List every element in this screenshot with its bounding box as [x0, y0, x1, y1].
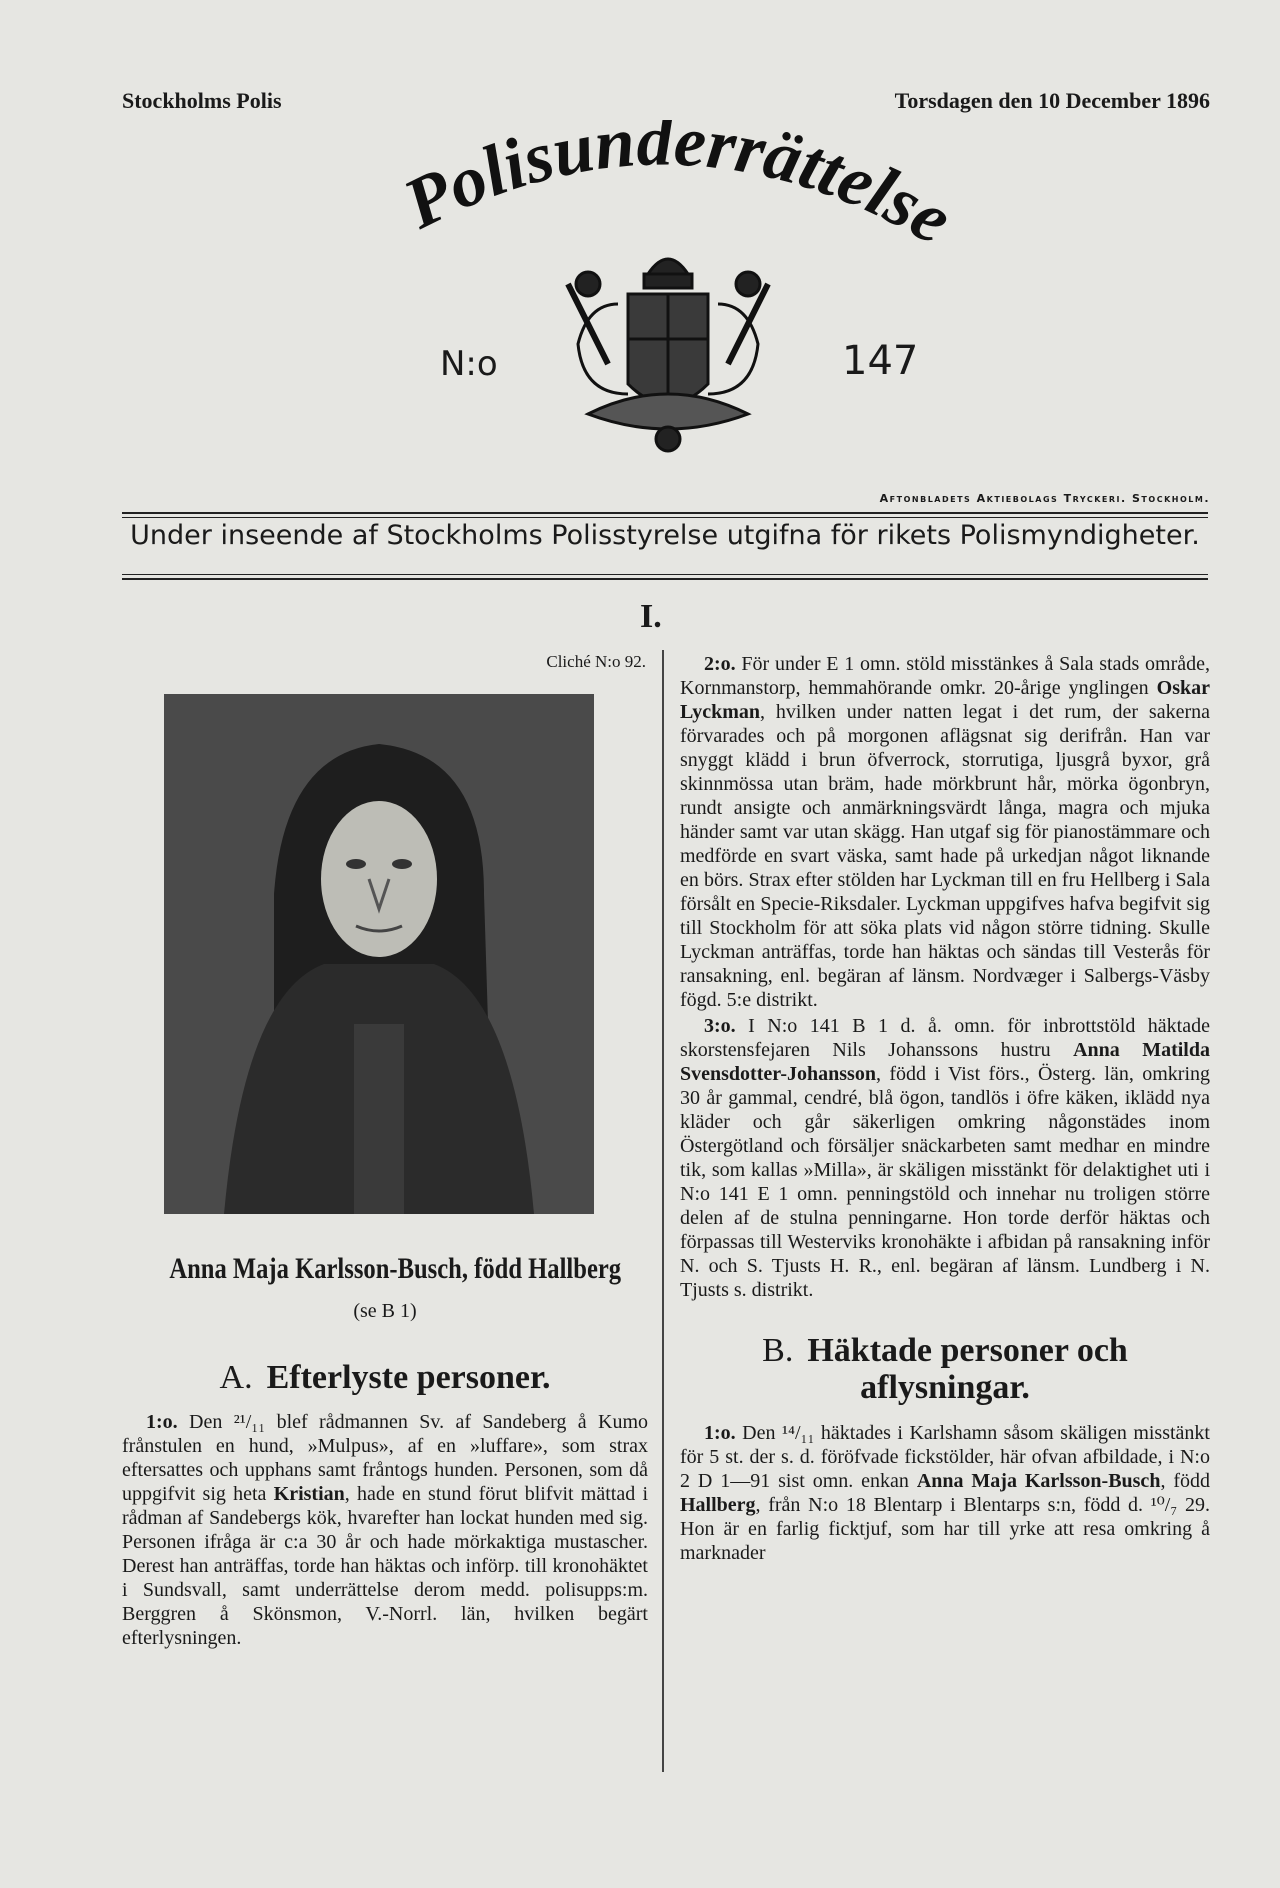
svg-text:Polisunderrättelser: [400, 120, 960, 260]
notice-text: , hvilken under natten legat i det rum, der sakerna förvarades och på morgonen aflägsnat sig derifrån. Han var snyggt klädd i brun öfverrock, storrutiga, ljusgrå byxor, grå skinnmössa utan bräm, hade mörkbrunt hår, mörka ögonbryn, rundt ansigte och anmärkningsvärdt långa, magra och mjuka händer samt var utan skägg. Han utgaf sig för pianostämmare och medförde en svart väska, samt hade på urkedjan något liknande en börs. Strax efter stölden har Lyckman till en fru Hellberg i Sala försålt en Specie-Riksdaler. Lyckman uppgifves hafva begifvit sig till Stockholm för att söka plats vid någon större tidning. Skulle Lyckman anträffas, torde han häktas och sändas till Vesterås för ransakning, enl. begäran af länsm. Nordvæger i Salbergs-Väsby fögd. 5:e distrikt.: [680, 701, 1210, 1011]
left-column: [122, 650, 648, 1650]
notice-name: Anna Maja Karlsson-Busch: [916, 1469, 1161, 1492]
section-b-title: Häktade personer och aflysningar.: [807, 1332, 1128, 1407]
notice-number: 3:o.: [704, 1015, 736, 1037]
notice-text: För under E 1 omn. stöld misstänkes å Sala stads område, Kornmanstorp, hemmahörande omkr. 20-årige ynglingen: [680, 653, 1210, 699]
notice-text: , hade en stund förut blifvit mättad i rådman af Sandebergs kök, hvarefter han lockat hunden med sig. Personen ifråga är c:a 30 år och hade mörkaktiga mustascher. Derest han anträffas, torde han häktas och införp. till kronohäktet i Sundsvall, samt underrättelse derom medd. polisupps:m. Berggren å Skönsmon, V.-Norrl. län, hvilken begärt efterlysningen.: [122, 1483, 649, 1650]
running-head: [122, 88, 1210, 114]
notice-text: I N:o 141 B 1 d. å. omn. för inbrottstöld häktade skorstensfejaren Nils Johanssons hustru: [680, 1015, 1210, 1061]
photo-caption: Anna Maja Karlsson-Busch, född Hallberg: [169, 1252, 622, 1285]
issue-date: Torsdagen den 10 December 1896: [894, 88, 1210, 113]
notice-a3: [680, 1014, 1210, 1302]
notice-number: 2:o.: [704, 653, 736, 675]
notice-name: Kristian: [273, 1483, 345, 1506]
column-divider: [662, 650, 664, 1772]
notice-text: , från N:o 18 Blentarp i Blentarps s:n, född d. ¹⁰/₇ 29. Hon är en farlig ficktjuf, som har till yrke att resa omkring å marknader: [680, 1493, 1210, 1564]
divider: [122, 517, 1208, 518]
notice-text: Den ²¹/₁₁ blef rådmannen Sv. af Sandeberg å Kumo frånstulen en hund, »Mulpus», af en »luffare», som strax eftersattes och upphans samt fråntogs hunden. Personen, som då uppgifvit sig heta: [122, 1411, 648, 1506]
notice-name: Anna Matilda Svensdotter-Johansson: [680, 1039, 1210, 1085]
issue-label: N:o: [440, 344, 498, 384]
notice-text: , född: [1160, 1469, 1210, 1492]
notice-a1: [122, 1410, 648, 1650]
coat-of-arms-icon: [548, 244, 788, 466]
divider: [122, 574, 1208, 575]
section-b-heading: [680, 1332, 1210, 1407]
portrait-photo: [164, 694, 594, 1214]
caption-reference: (se B 1): [353, 1300, 417, 1322]
notice-number: 1:o.: [704, 1421, 736, 1444]
printer-line: Aftonbladets Aktiebolags Tryckeri. Stockholm.: [879, 492, 1210, 505]
notice-number: 1:o.: [146, 1411, 178, 1434]
section-a-title: Efterlyste personer.: [266, 1359, 551, 1396]
masthead-title-text: olisunderrättelse: [434, 120, 960, 260]
section-number: I.: [640, 598, 662, 635]
divider: [122, 578, 1208, 580]
section-a-letter: A.: [219, 1359, 253, 1396]
issue-number: 147: [842, 338, 919, 384]
cliche-number: Cliché N:o 92.: [546, 652, 646, 671]
notice-b1: [680, 1421, 1210, 1565]
section-b-letter: B.: [762, 1332, 794, 1369]
masthead-subtitle: Under inseende af Stockholms Polisstyrelse utgifna för rikets Polismyndigheter.: [130, 520, 1200, 551]
notice-a2: [680, 652, 1210, 1012]
notice-text: Den ¹⁴/₁₁ häktades i Karlshamn såsom skäligen misstänkt för 5 st. der s. d. föröfvade fickstölder, här ofvan afbildade, i N:o 2 D 1—91 sist omn. enkan: [680, 1421, 1210, 1492]
divider: [122, 512, 1208, 514]
notice-text: , född i Vist förs., Österg. län, omkring 30 år gammal, cendré, blå ögon, tandlös i öfre käken, iklädd nya kläder och går säkerligen omkring någonstädes inom Östergötland och försäljer snäckarbeten samt medhar en mindre tik, som kallas »Milla», är skäligen misstänkt för delaktighet uti i N:o 141 E 1 omn. penningstöld och innehar nu troligen större delen af de stulna penningarne. Hon torde derför häktas och förpassas till Westerviks kronohäkte i afbidan på ransakning inför N. och S. Tjusts H. R., enl. begäran af länsm. Lundberg i N. Tjusts s. distrikt.: [680, 1063, 1210, 1301]
notice-name: Oskar Lyckman: [680, 677, 1210, 723]
notice-name: Hallberg: [680, 1493, 756, 1516]
right-column: [680, 650, 1210, 1565]
publication-name: Stockholms Polis: [122, 88, 282, 113]
section-a-heading: [122, 1359, 648, 1396]
